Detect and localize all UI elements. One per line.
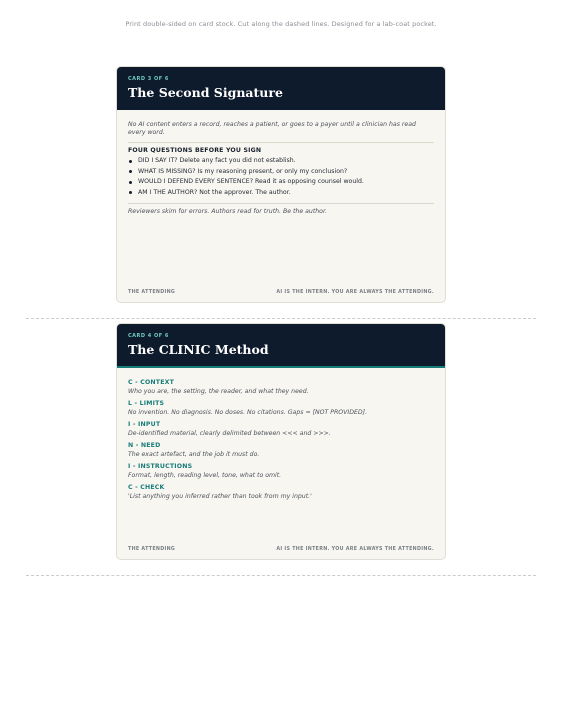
method-step	[128, 441, 434, 460]
method-step	[128, 420, 434, 439]
card-closing: Reviewers skim for errors. Authors read for truth. Be the author.	[128, 208, 327, 215]
card-header	[117, 324, 445, 368]
card-header	[117, 67, 445, 110]
card-footer	[128, 547, 434, 552]
method-step	[128, 462, 434, 481]
card-number: CARD 4 OF 6	[128, 333, 169, 339]
list-item: AM I THE AUTHOR? Not the approver. The author.	[138, 188, 434, 199]
card-title: The Second Signature	[128, 85, 283, 100]
card-footer	[128, 290, 434, 295]
card-body	[117, 110, 445, 216]
method-step	[128, 399, 434, 418]
card-second-signature	[116, 66, 446, 303]
card-number: CARD 3 OF 6	[128, 76, 169, 82]
cut-line	[26, 318, 536, 319]
footer-brand: THE ATTENDING	[128, 547, 176, 552]
step-label: N - NEED	[128, 442, 161, 449]
card-lede: No AI content enters a record, reaches a patient, or goes to a payer until a clinician has read every word.	[128, 121, 416, 136]
step-label: C - CONTEXT	[128, 379, 175, 386]
step-text: Format, length, reading level, tone, what to omit.	[128, 472, 282, 479]
list-item: WOULD I DEFEND EVERY SENTENCE? Read it as opposing counsel would.	[138, 177, 434, 188]
step-label: L - LIMITS	[128, 400, 165, 407]
method-step	[128, 378, 434, 397]
footer-tagline: AI IS THE INTERN. YOU ARE ALWAYS THE ATTENDING.	[276, 547, 434, 552]
print-instructions: Print double-sided on card stock. Cut along the dashed lines. Designed for a lab-coat pocket.	[125, 20, 437, 28]
questions-list	[128, 156, 434, 198]
step-label: I - INSTRUCTIONS	[128, 463, 193, 470]
step-text: De-identified material, clearly delimited between <<< and >>>.	[128, 430, 331, 437]
divider	[128, 203, 434, 204]
step-text: No invention. No diagnosis. No doses. No citations. Gaps = [NOT PROVIDED].	[128, 409, 368, 416]
step-text: The exact artefact, and the job it must do.	[128, 451, 260, 458]
footer-brand: THE ATTENDING	[128, 290, 176, 295]
card-title: The CLINIC Method	[128, 342, 269, 357]
step-label: I - INPUT	[128, 421, 161, 428]
list-item: WHAT IS MISSING? Is my reasoning present, or only my conclusion?	[138, 167, 434, 178]
method-step	[128, 483, 434, 502]
card-body	[117, 368, 445, 502]
questions-heading: FOUR QUESTIONS BEFORE YOU SIGN	[128, 147, 262, 154]
step-text: 'List anything you inferred rather than took from my input.'	[128, 493, 312, 500]
divider	[128, 142, 434, 143]
step-text: Who you are, the setting, the reader, and what they need.	[128, 388, 309, 395]
cut-line	[26, 575, 536, 576]
card-clinic-method	[116, 323, 446, 560]
step-label: C - CHECK	[128, 484, 165, 491]
list-item: DID I SAY IT? Delete any fact you did not establish.	[138, 156, 434, 167]
footer-tagline: AI IS THE INTERN. YOU ARE ALWAYS THE ATTENDING.	[276, 290, 434, 295]
